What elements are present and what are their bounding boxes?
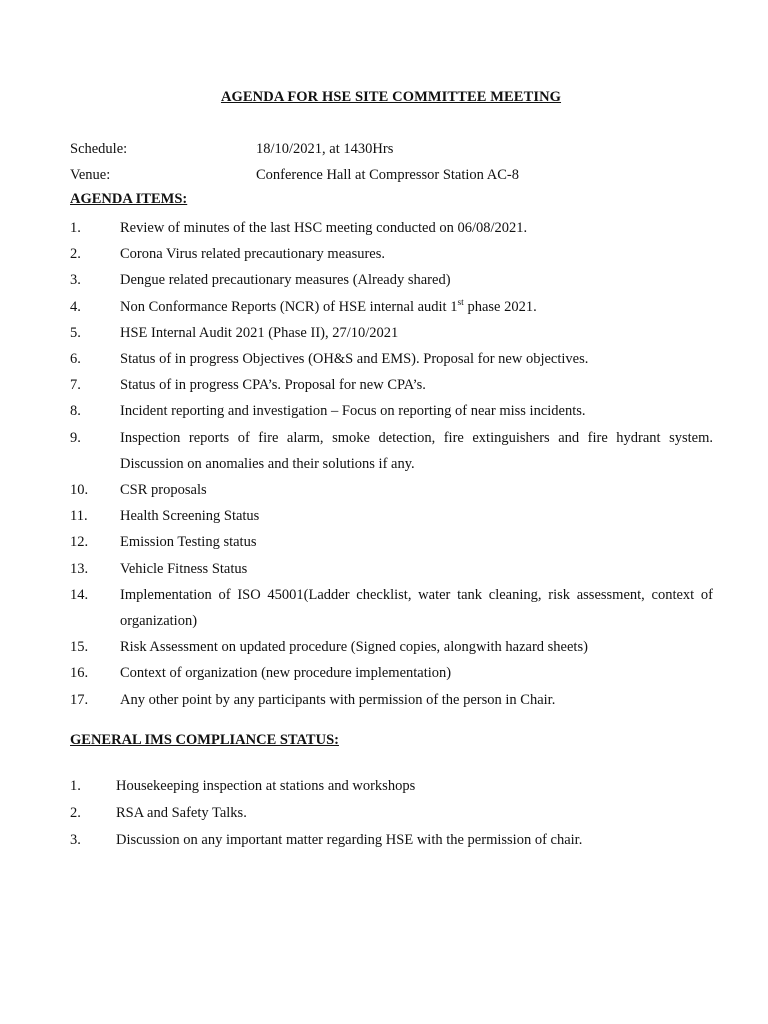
- agenda-item-number: 3.: [70, 272, 81, 289]
- agenda-item-text: CSR proposals: [120, 482, 207, 499]
- agenda-item: [70, 687, 713, 713]
- ims-item: [70, 773, 713, 800]
- agenda-item-text: Status of in progress Objectives (OH&S and EMS). Proposal for new objectives.: [120, 351, 589, 368]
- agenda-item: [70, 267, 713, 293]
- agenda-item-text: Health Screening Status: [120, 508, 260, 525]
- agenda-item: [70, 346, 713, 372]
- agenda-item: [70, 372, 713, 398]
- agenda-item-text: Dengue related precautionary measures (Already shared): [120, 272, 451, 289]
- agenda-item: [70, 398, 713, 424]
- agenda-item-text: Risk Assessment on updated procedure (Signed copies, alongwith hazard sheets): [120, 639, 588, 656]
- agenda-item-text: Emission Testing status: [120, 534, 257, 551]
- agenda-item-number: 5.: [70, 324, 81, 341]
- agenda-item-text: Implementation of ISO 45001(Ladder checklist, water tank cleaning, risk assessment, context of organization): [120, 586, 713, 630]
- schedule-label: Schedule:: [70, 141, 128, 157]
- agenda-item-text: [120, 294, 713, 320]
- agenda-item-number: 13.: [70, 560, 89, 577]
- agenda-item: [70, 215, 713, 241]
- ordinal-superscript: st: [457, 297, 464, 308]
- agenda-item-number: 7.: [70, 377, 81, 394]
- agenda-item: [70, 425, 713, 477]
- agenda-item-text: Context of organization (new procedure implementation): [120, 665, 452, 682]
- agenda-item-text: Incident reporting and investigation – Focus on reporting of near miss incidents.: [120, 403, 586, 420]
- agenda-item-number: 12.: [70, 534, 89, 551]
- agenda-item: [70, 582, 713, 634]
- agenda-item-text: Vehicle Fitness Status: [120, 560, 248, 577]
- agenda-item-number: 10.: [70, 482, 89, 499]
- agenda-item: [70, 634, 713, 660]
- agenda-item-text-main: Non Conformance Reports (NCR) of HSE internal audit 1: [120, 298, 458, 315]
- agenda-item: [70, 294, 713, 320]
- agenda-item-number: 16.: [70, 665, 89, 682]
- venue-label: Venue:: [70, 167, 111, 183]
- agenda-item-number: 15.: [70, 639, 89, 656]
- agenda-item-text: Inspection reports of fire alarm, smoke detection, fire extinguishers and fire hydrant system. Discussion on anomalies and their solutions if any.: [120, 429, 713, 472]
- ims-item-text: RSA and Safety Talks.: [116, 805, 247, 821]
- ims-compliance-heading: GENERAL IMS COMPLIANCE STATUS:: [70, 732, 339, 748]
- agenda-items-list: [70, 215, 713, 713]
- schedule-value: 18/10/2021, at 1430Hrs: [256, 141, 394, 157]
- agenda-item-text-tail: phase 2021.: [463, 298, 537, 315]
- agenda-items-heading: AGENDA ITEMS:: [70, 191, 188, 207]
- document-title: AGENDA FOR HSE SITE COMMITTEE MEETING: [220, 89, 562, 105]
- agenda-item-number: 17.: [70, 691, 89, 708]
- ims-item-text: Housekeeping inspection at stations and workshops: [116, 778, 416, 794]
- agenda-item: [70, 529, 713, 555]
- agenda-item-text: Status of in progress CPA’s. Proposal for new CPA’s.: [120, 377, 426, 394]
- agenda-item-number: 9.: [70, 429, 81, 446]
- agenda-item: [70, 320, 713, 346]
- ims-item-text: Discussion on any important matter regarding HSE with the permission of chair.: [116, 832, 583, 848]
- ims-item: [70, 800, 713, 827]
- agenda-item-text: Any other point by any participants with permission of the person in Chair.: [120, 691, 556, 708]
- agenda-item: [70, 503, 713, 529]
- agenda-item-number: 2.: [70, 246, 81, 263]
- agenda-item-text: HSE Internal Audit 2021 (Phase II), 27/10/2021: [120, 324, 399, 341]
- agenda-item-number: 4.: [70, 298, 81, 315]
- ims-item-number: 1.: [70, 778, 81, 794]
- agenda-item: [70, 556, 713, 582]
- agenda-item-number: 14.: [70, 586, 89, 603]
- agenda-item: [70, 241, 713, 267]
- agenda-item-text: Review of minutes of the last HSC meeting conducted on 06/08/2021.: [120, 220, 528, 236]
- ims-item: [70, 827, 713, 854]
- ims-item-number: 3.: [70, 832, 81, 848]
- ims-compliance-list: [70, 773, 713, 854]
- agenda-item-number: 6.: [70, 351, 81, 368]
- venue-value: Conference Hall at Compressor Station AC-8: [256, 167, 519, 183]
- agenda-item-number: 8.: [70, 403, 81, 420]
- agenda-item: [70, 660, 713, 686]
- agenda-item-text: Corona Virus related precautionary measures.: [120, 246, 386, 263]
- agenda-item-number: 1.: [70, 220, 81, 236]
- agenda-item-number: 11.: [70, 508, 88, 525]
- ims-item-number: 2.: [70, 805, 81, 821]
- agenda-item: [70, 477, 713, 503]
